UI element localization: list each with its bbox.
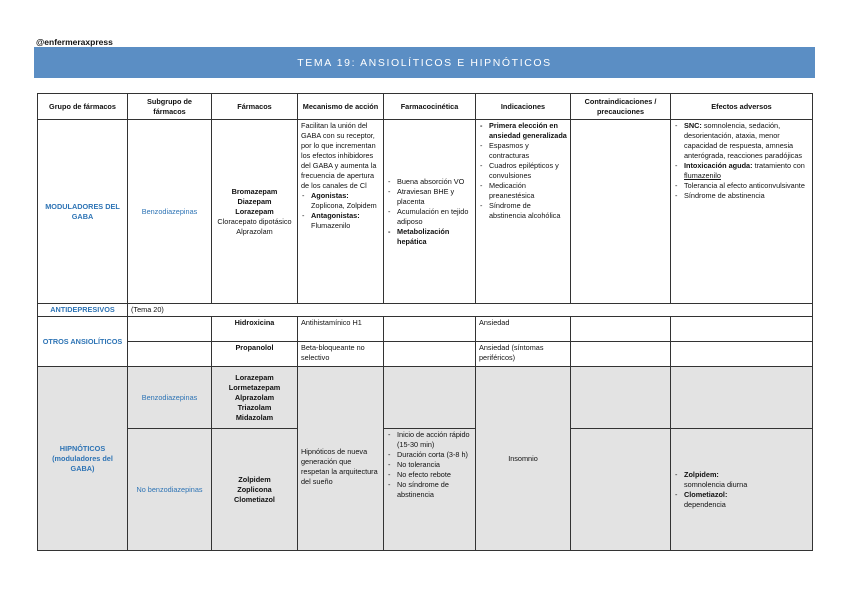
pk-item: - No síndrome de abstinencia: [397, 480, 472, 500]
contraindications-cell: [571, 342, 671, 367]
pharmacology-table: [37, 93, 813, 551]
mechanism-cell: Beta-bloqueante no selectivo: [298, 342, 384, 367]
ae-text: somnolencia diurna: [684, 479, 748, 489]
subgroup-cell: Benzodiazepinas: [128, 367, 212, 429]
subgroup-cell: [128, 317, 212, 342]
ae-item: - Tolerancia al efecto anticonvulsivante: [684, 181, 809, 191]
drug-name: Lormetazepam: [228, 382, 281, 392]
mechanism-cell: [298, 367, 384, 551]
adverse-cell: [671, 429, 813, 551]
header-cell: Indicaciones: [476, 94, 571, 120]
header-cell: Efectos adversos: [671, 94, 813, 120]
pk-item: - Duración corta (3-8 h): [397, 450, 472, 460]
drugs-cell: [212, 367, 298, 429]
adverse-cell: [671, 367, 813, 429]
pk-item: - No tolerancia: [397, 460, 472, 470]
mechanism-text: Facilitan la unión del GABA con su receptor, por lo que incrementan los efectos inhibidores del GABA y aumenta la frecuencia de apertura de los canales de Cl: [301, 121, 377, 190]
ae-label: Clometiazol:: [684, 489, 728, 499]
header-cell: Grupo de fármacos: [38, 94, 128, 120]
contraindications-cell: [571, 120, 671, 304]
header-cell: Mecanismo de acción: [298, 94, 384, 120]
drugs-cell: [212, 429, 298, 551]
pk-cell: [384, 317, 476, 342]
mechanism-cell: Antihistamínico H1: [298, 317, 384, 342]
ae-text: dependencia: [684, 499, 726, 509]
indication-item: - Síndrome de abstinencia alcohólica: [489, 201, 567, 221]
drug-name: Lorazepam: [235, 372, 274, 382]
header-cell: Contraindicaciones / precauciones: [571, 94, 671, 120]
indications-cell: [476, 120, 571, 304]
drug-name: Bromazepam: [231, 186, 278, 196]
pk-item: - No efecto rebote: [397, 470, 472, 480]
header-cell: Farmacocinética: [384, 94, 476, 120]
header-cell: Subgrupo de fármacos: [128, 94, 212, 120]
table-row: [38, 342, 813, 367]
drug-name: Lorazepam: [235, 206, 274, 216]
table-row: [38, 367, 813, 429]
indications-cell: Ansiedad: [476, 317, 571, 342]
pk-cell: [384, 342, 476, 367]
contraindications-cell: [571, 429, 671, 551]
pk-item: - Atraviesan BHE y placenta: [397, 187, 472, 207]
ae-text: somnolencia, sedación, desorientación, ataxia, menor capacidad de respuesta, amnesia anterógrada, reacciones paradójicas: [684, 121, 803, 160]
drug-name: Triazolam: [237, 402, 272, 412]
indication-item: - Espasmos y contracturas: [489, 141, 567, 161]
subgroup-cell: No benzodiazepinas: [128, 429, 212, 551]
adverse-cell: [671, 317, 813, 342]
table-row: [38, 120, 813, 304]
drug-name: Diazepam: [237, 196, 272, 206]
group-cell: MODULADORES DEL GABA: [38, 120, 128, 304]
group-cell: ANTIDEPRESIVOS: [38, 304, 128, 317]
table-row: [38, 304, 813, 317]
header-row: [38, 94, 813, 120]
indication-item: - Medicación preanestésica: [489, 181, 567, 201]
pk-item: - Metabolización hepática: [397, 227, 472, 247]
mechanism-text: Hipnóticos de nueva generación que respetan la arquitectura del sueño: [301, 446, 378, 486]
drugs-cell: [212, 120, 298, 304]
indication-item: - Cuadros epilépticos y convulsiones: [489, 161, 567, 181]
pk-cell: [384, 429, 476, 551]
pk-item: - Acumulación en tejido adiposo: [397, 207, 472, 227]
antagonists-label: Antagonistas:: [311, 211, 360, 220]
drug-name: Midazolam: [235, 412, 274, 422]
contraindications-cell: [571, 367, 671, 429]
group-cell: HIPNÓTICOS (moduladores del GABA): [38, 367, 128, 551]
ae-label: Intoxicación aguda:: [684, 161, 753, 170]
drug-name: Alprazolam: [236, 226, 273, 236]
contraindications-cell: [571, 317, 671, 342]
indication-item: - Primera elección en ansiedad generalizada: [489, 121, 567, 141]
ae-label: SNC:: [684, 121, 702, 130]
ae-label: Zolpidem:: [684, 469, 719, 479]
agonists-label: Agonistas:: [311, 191, 349, 200]
note-cell: (Tema 20): [128, 304, 813, 317]
subgroup-cell: Benzodiazepinas: [128, 120, 212, 304]
table-row: [38, 317, 813, 342]
pk-cell: [384, 367, 476, 429]
antagonists-text: Flumazenilo: [311, 221, 351, 230]
mechanism-cell: [298, 120, 384, 304]
indications-cell: Ansiedad (síntomas periféricos): [476, 342, 571, 367]
drug-name: Zolpidem: [238, 474, 271, 484]
drug-name: Clometiazol: [234, 494, 275, 504]
pk-item: - Inicio de acción rápido (15-30 min): [397, 430, 472, 450]
pk-item: - Buena absorción VO: [397, 177, 472, 187]
author-handle: @enfermeraxpress: [36, 37, 113, 47]
group-cell: OTROS ANSIOLÍTICOS: [38, 317, 128, 367]
table-row: [38, 429, 813, 551]
drug-name: Cloracepato dipotásico: [217, 216, 292, 226]
drug-name: Hidroxicina: [212, 317, 298, 342]
ae-item: - Síndrome de abstinencia: [684, 191, 809, 201]
subgroup-cell: [128, 342, 212, 367]
adverse-cell: [671, 342, 813, 367]
pk-cell: [384, 120, 476, 304]
adverse-cell: [671, 120, 813, 304]
ae-drug: flumazenilo: [684, 171, 721, 180]
ae-text: tratamiento con: [754, 161, 805, 170]
drug-name: Alprazolam: [234, 392, 275, 402]
indications-cell: Insomnio: [476, 367, 571, 551]
agonists-text: Zoplicona, Zolpidem: [311, 201, 377, 210]
drug-name: Zoplicona: [237, 484, 272, 494]
page-title: TEMA 19: ANSIOLÍTICOS E HIPNÓTICOS: [34, 47, 815, 78]
header-cell: Fármacos: [212, 94, 298, 120]
drug-name: Propanolol: [212, 342, 298, 367]
